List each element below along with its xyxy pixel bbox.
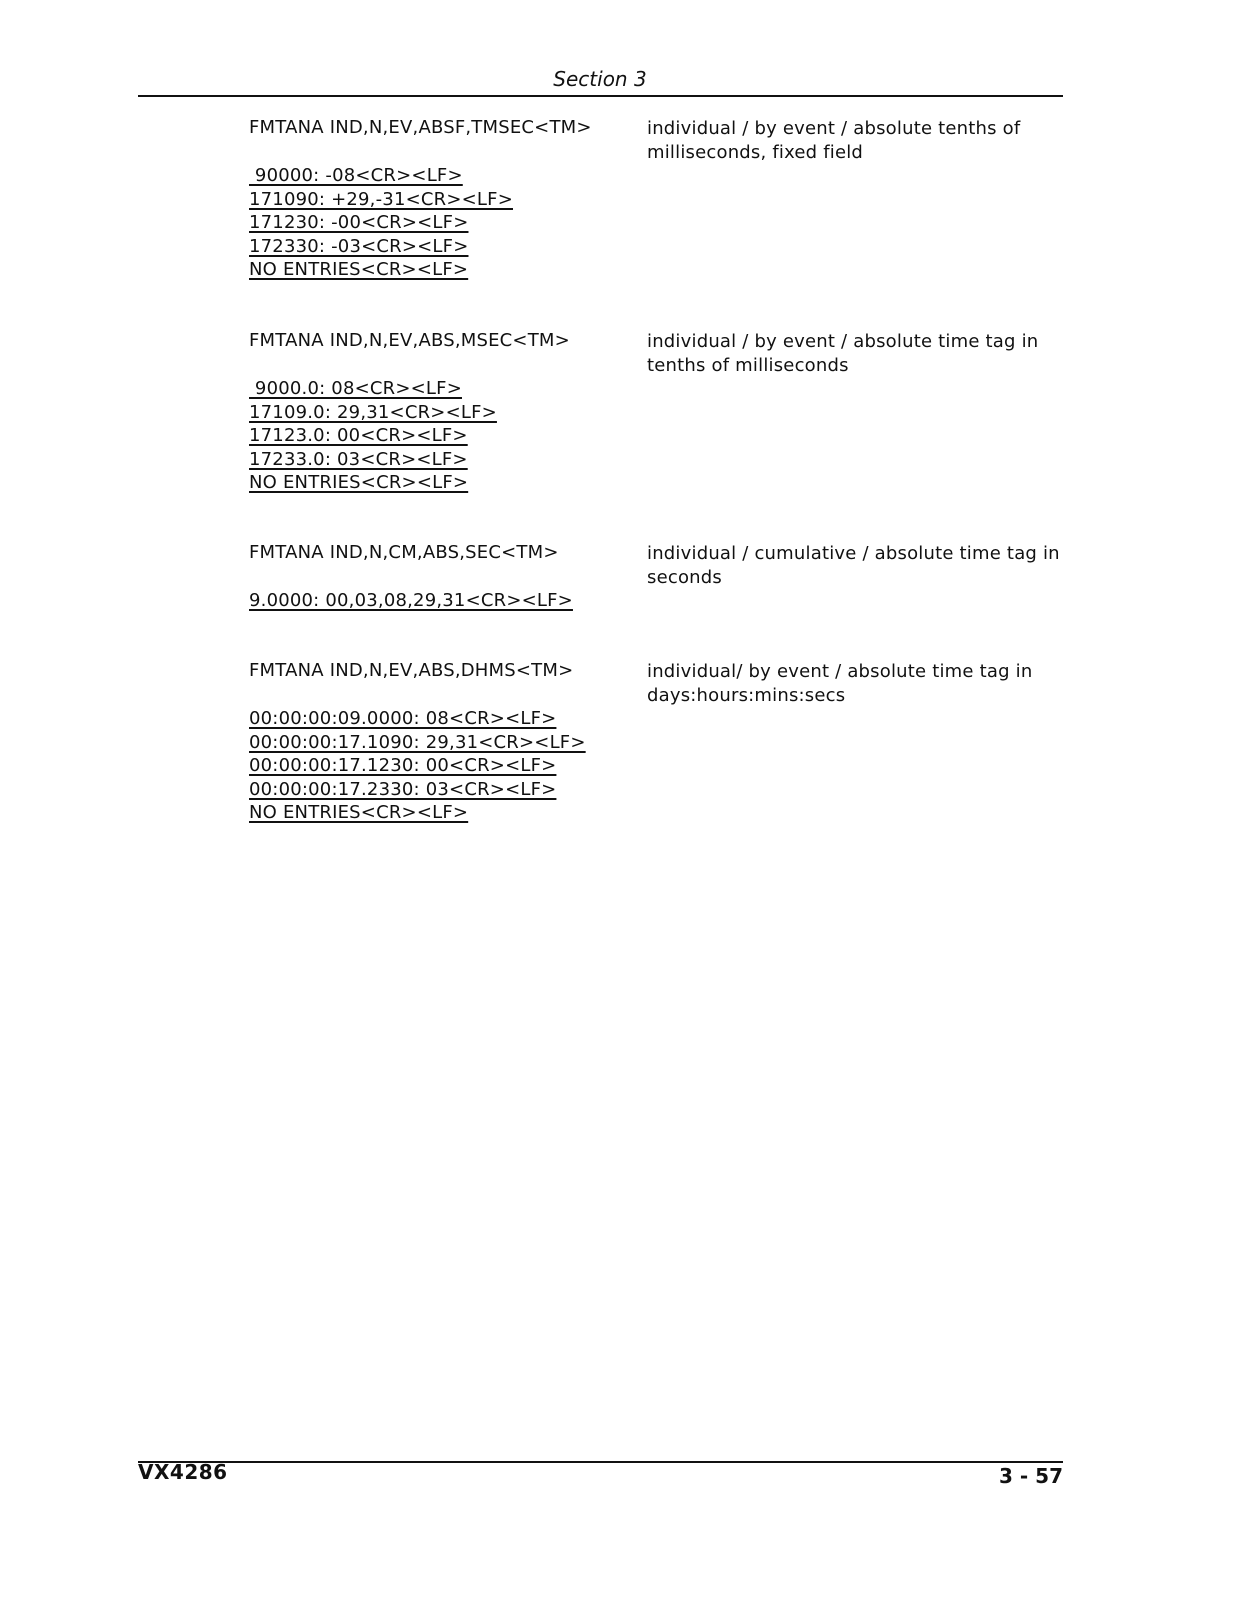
footer-divider — [138, 1461, 1063, 1463]
response-line: 00:00:00:17.1090: 29,31<CR><LF> — [249, 731, 586, 753]
response-line: 17109.0: 29,31<CR><LF> — [249, 401, 497, 423]
response-line: 171230: -00<CR><LF> — [249, 212, 469, 233]
response-line: 9000.0: 08<CR><LF> — [249, 378, 462, 399]
response-line: NO ENTRIES<CR><LF> — [249, 259, 469, 280]
header-divider — [138, 95, 1063, 97]
command-description: individual / by event / absolute tenths of milliseconds, fixed field — [647, 118, 1021, 163]
response-line: 00:00:00:09.0000: 08<CR><LF> — [249, 708, 557, 729]
response-list — [249, 377, 497, 495]
command-text: FMTANA IND,N,CM,ABS,SEC<TM> — [249, 542, 559, 563]
response-line: 00:00:00:17.1230: 00<CR><LF> — [249, 755, 557, 776]
response-line: NO ENTRIES<CR><LF> — [249, 802, 469, 823]
page-number: 3 - 57 — [999, 1464, 1063, 1488]
response-line: 90000: -08<CR><LF> — [249, 165, 463, 186]
command-text: FMTANA IND,N,EV,ABS,DHMS<TM> — [249, 660, 574, 681]
section-header: Section 3 — [553, 67, 647, 91]
response-list — [249, 589, 573, 613]
response-line: 9.0000: 00,03,08,29,31<CR><LF> — [249, 590, 573, 611]
response-line: NO ENTRIES<CR><LF> — [249, 472, 469, 493]
response-list — [249, 707, 586, 825]
response-line: 172330: -03<CR><LF> — [249, 235, 469, 257]
command-description: individual / by event / absolute time tag in tenths of milliseconds — [647, 331, 1039, 376]
response-line: 00:00:00:17.2330: 03<CR><LF> — [249, 778, 557, 800]
command-description: individual / cumulative / absolute time tag in seconds — [647, 543, 1060, 588]
command-text: FMTANA IND,N,EV,ABS,MSEC<TM> — [249, 330, 570, 351]
response-line: 17123.0: 00<CR><LF> — [249, 425, 468, 446]
response-line: 17233.0: 03<CR><LF> — [249, 448, 468, 470]
command-description: individual/ by event / absolute time tag in days:hours:mins:secs — [647, 661, 1033, 706]
response-line: 171090: +29,-31<CR><LF> — [249, 188, 513, 210]
footer-model: VX4286 — [138, 1460, 228, 1484]
command-text: FMTANA IND,N,EV,ABSF,TMSEC<TM> — [249, 117, 592, 138]
response-list — [249, 164, 513, 282]
